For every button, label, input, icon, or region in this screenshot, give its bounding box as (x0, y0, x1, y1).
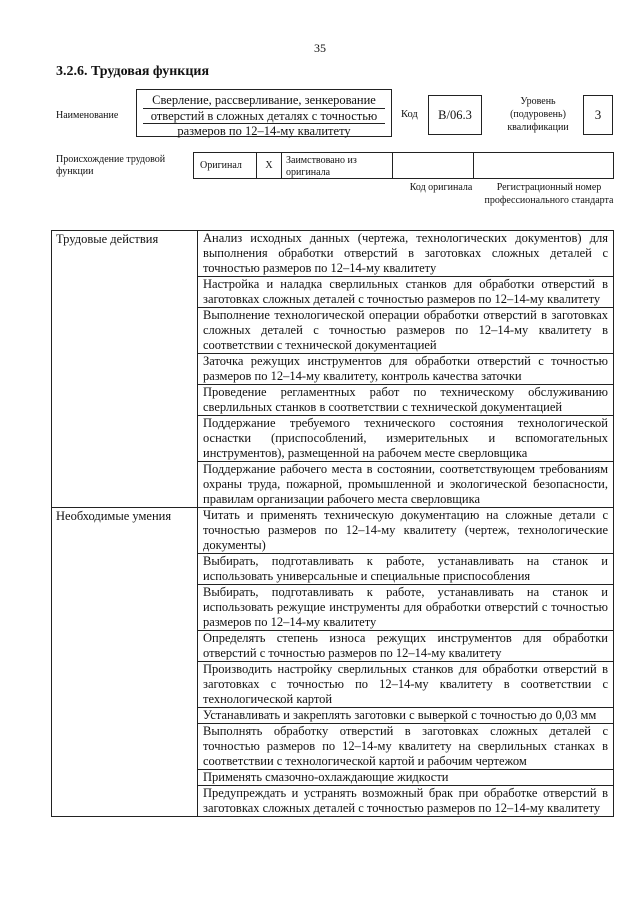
section-item: Выбирать, подготавливать к работе, устанавливать на станок и использовать режущие инструменты для обработки отверстий с точностью размеров по 12–14-му квалитету (198, 585, 614, 631)
section-item: Поддержание рабочего места в состоянии, соответствующем требованиям охраны труда, пожарной, промышленной и экологической безопасности, правилам организации рабочего места сверловщика (198, 462, 614, 508)
table-row (52, 508, 614, 554)
function-table (51, 230, 614, 817)
section-title: 3.2.6. Трудовая функция (56, 64, 210, 79)
origin-mark: X (257, 153, 282, 178)
section-item: Определять степень износа режущих инструментов для обработки отверстий с точностью размеров по 12–14-му квалитету (198, 631, 614, 662)
level-value: 3 (583, 95, 613, 135)
function-name-box (136, 89, 392, 137)
origin-original: Оригинал (194, 153, 257, 178)
table-row (52, 231, 614, 277)
section-item: Поддержание требуемого технического состояния технологической оснастки (приспособлений, измерительных и вспомогательных инструментов), размещенной на рабочем месте сверловщика (198, 416, 614, 462)
name-label: Наименование (56, 110, 119, 121)
code-original-caption: Код оригинала (409, 182, 473, 193)
origin-code-cell (393, 153, 474, 178)
section-category: Необходимые умения (52, 508, 198, 817)
section-item: Настройка и наладка сверлильных станков для обработки отверстий в заготовках сложных деталей с точностью размеров по 12–14-му квалитету (198, 277, 614, 308)
function-name-line: отверстий в сложных деталях с точностью (143, 109, 385, 125)
code-label: Код (401, 109, 418, 120)
origin-row (193, 152, 614, 179)
function-name-line: Сверление, рассверливание, зенкерование (143, 93, 385, 109)
origin-borrowed: Заимствовано из оригинала (282, 153, 393, 178)
code-value: B/06.3 (428, 95, 482, 135)
section-item: Выбирать, подготавливать к работе, устанавливать на станок и использовать универсальные и специальные приспособления (198, 554, 614, 585)
section-item: Анализ исходных данных (чертежа, технологических документов) для выполнения обработки отверстий в заготовках сложных деталей с точностью размеров по 12–14-му квалитету (198, 231, 614, 277)
section-item: Заточка режущих инструментов для обработки отверстий с точностью размеров по 12–14-му квалитету, контроль качества заточки (198, 354, 614, 385)
level-label: Уровень (подуровень) квалификации (507, 96, 569, 133)
section-item: Предупреждать и устранять возможный брак при обработке отверстий в заготовках сложных деталей с точностью размеров по 12–14-му квалитету (198, 786, 614, 817)
section-item: Выполнение технологической операции обработки отверстий в заготовках сложных деталей с точностью размеров по 12–14-му квалитету в соответствии с технической документацией (198, 308, 614, 354)
reg-number-caption: Регистрационный номер профессионального стандарта (484, 182, 614, 206)
function-name-line: размеров по 12–14-му квалитету (177, 124, 351, 138)
origin-reg-cell (474, 153, 613, 178)
section-item: Выполнять обработку отверстий в заготовках сложных деталей с точностью размеров по 12–14-му квалитету на сверлильных станках в соответствии с технологической картой и рабочим чертежом (198, 724, 614, 770)
section-item: Производить настройку сверлильных станков для обработки отверстий в заготовках с точностью по 12–14-му квалитету в соответствии с технологической картой (198, 662, 614, 708)
origin-label: Происхождение трудовой функции (56, 154, 166, 177)
section-item: Применять смазочно-охлаждающие жидкости (198, 770, 614, 786)
section-item: Проведение регламентных работ по техническому обслуживанию сверлильных станков в соответствии с технической документацией (198, 385, 614, 416)
section-item: Читать и применять техническую документацию на сложные детали с точностью размеров по 12–14-му квалитету (чертеж, технологические документы) (198, 508, 614, 554)
section-item: Устанавливать и закреплять заготовки с выверкой с точностью до 0,03 мм (198, 708, 614, 724)
section-category: Трудовые действия (52, 231, 198, 508)
page-number: 35 (314, 41, 326, 55)
